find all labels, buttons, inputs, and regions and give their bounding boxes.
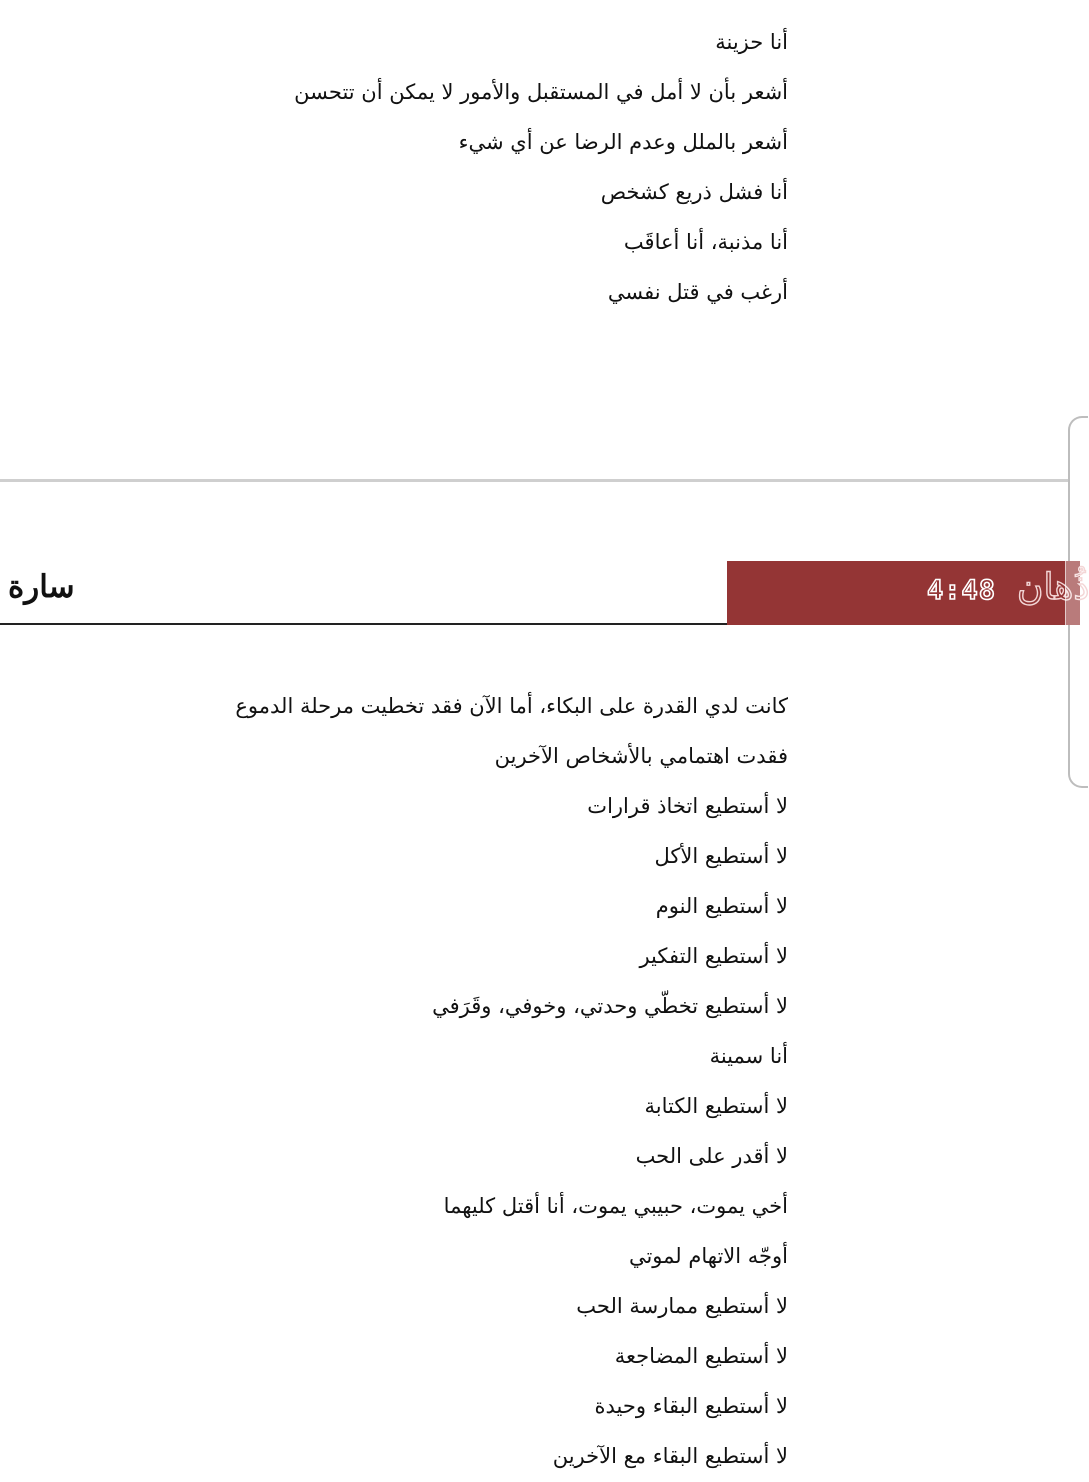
- poem-line: لا أستطيع تخطّي وحدتي، وخوفي، وقَرَفي: [432, 994, 788, 1018]
- poem-lines-top: [28, 17, 788, 317]
- poem-line: أشعر بالملل وعدم الرضا عن أي شيء: [458, 130, 788, 154]
- page-separator: [0, 479, 1080, 482]
- poem-line: أرغب في قتل نفسي: [607, 280, 788, 304]
- section-header: [0, 561, 1089, 625]
- poem-line: أوجّه الاتهام لموتي: [628, 1244, 788, 1268]
- poem-line: لا أستطيع التفكير: [639, 944, 788, 968]
- poem-lines-bottom: [28, 681, 788, 1481]
- speaker-name: سارة: [8, 569, 75, 605]
- poem-line: لا أقدر على الحب: [635, 1144, 788, 1168]
- poem-line: فقدت اهتمامي بالأشخاص الآخرين: [494, 744, 788, 768]
- poem-line: لا أستطيع الأكل: [654, 844, 788, 868]
- poem-line: أخي يموت، حبيبي يموت، أنا أقتل كليهما: [443, 1194, 788, 1218]
- banner-time: 4:48: [927, 575, 997, 606]
- poem-line: أشعر بأن لا أمل في المستقبل والأمور لا يمكن أن تتحسن: [294, 80, 788, 104]
- poem-line: لا أستطيع المضاجعة: [614, 1344, 788, 1368]
- poem-line: لا أستطيع البقاء مع الآخرين: [552, 1444, 788, 1468]
- poem-line: أنا فشل ذريع كشخص: [600, 180, 788, 204]
- banner-overlay: [1065, 561, 1080, 625]
- poem-line: لا أستطيع النوم: [655, 894, 788, 918]
- title-banner: [727, 561, 1089, 625]
- poem-line: لا أستطيع ممارسة الحب: [576, 1294, 788, 1318]
- poem-line: أنا حزينة: [715, 30, 788, 54]
- poem-line: لا أستطيع الكتابة: [644, 1094, 788, 1118]
- poem-line: لا أستطيع اتخاذ قرارات: [587, 794, 788, 818]
- poem-line: أنا مذنبة، أنا أعاقَب: [623, 230, 788, 254]
- banner-word: ذُهان: [1017, 567, 1089, 608]
- poem-line: كانت لدي القدرة على البكاء، أما الآن فقد تخطيت مرحلة الدموع: [235, 694, 788, 718]
- poem-line: أنا سمينة: [709, 1044, 788, 1068]
- header-underline: [0, 623, 727, 625]
- poem-line: لا أستطيع البقاء وحيدة: [594, 1394, 788, 1418]
